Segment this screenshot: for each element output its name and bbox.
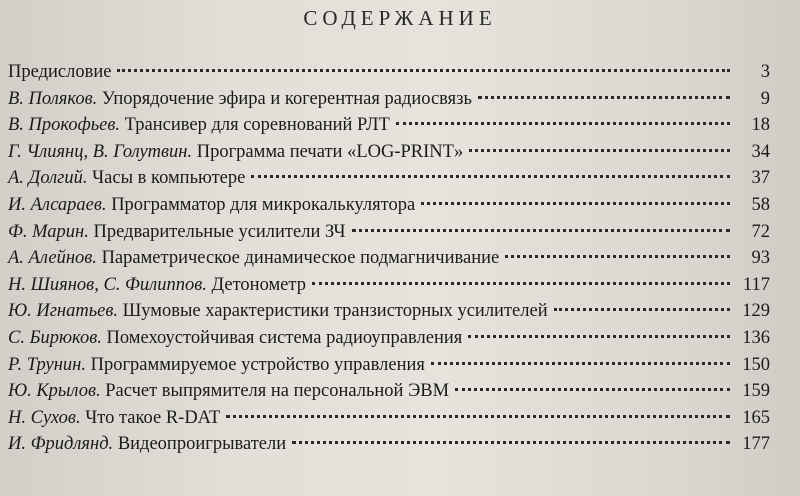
entry-title: Видеопроигрыватели — [117, 434, 287, 455]
entry-title: Расчет выпрямителя на персональной ЭВМ — [105, 381, 450, 402]
entry-author: Н. Шиянов, С. Филиппов. — [8, 274, 207, 295]
dot-leader — [421, 202, 730, 205]
toc-entry — [8, 248, 770, 275]
entry-page-number: 37 — [751, 168, 770, 189]
entry-text — [8, 89, 472, 110]
entry-title: Детонометр — [211, 274, 306, 295]
toc-entry — [8, 408, 770, 435]
entry-page-number: 159 — [742, 381, 770, 402]
entry-page-number: 3 — [760, 62, 770, 82]
dot-leader — [352, 229, 730, 232]
dot-leader — [226, 415, 730, 418]
dot-leader — [505, 255, 730, 258]
entry-page-number: 58 — [751, 194, 770, 215]
toc-entry — [8, 328, 770, 355]
toc-entry — [8, 62, 770, 89]
entry-page-number: 150 — [742, 354, 770, 375]
entry-text — [8, 408, 220, 429]
entry-title: Шумовые характеристики транзисторных усилителей — [122, 301, 548, 322]
dot-leader — [431, 362, 730, 365]
entry-page-number: 117 — [742, 274, 770, 295]
entry-text — [8, 328, 462, 349]
toc-entry — [8, 142, 770, 169]
entry-text — [8, 168, 245, 189]
entry-text — [8, 355, 425, 376]
entry-author: Ф. Марин. — [8, 221, 89, 242]
entry-title: Программа печати «LOG-PRINT» — [196, 141, 464, 162]
toc-entry — [8, 115, 770, 142]
entry-page-number: 34 — [751, 141, 770, 162]
entry-title: Программатор для микрокалькулятора — [111, 194, 416, 215]
entry-title: Помехоустойчивая система радиоуправления — [106, 327, 463, 348]
toc-entry — [8, 275, 770, 302]
entry-page-number: 136 — [742, 327, 770, 348]
entry-page-number: 18 — [751, 115, 770, 136]
entry-title: Программируемое устройство управления — [90, 354, 425, 375]
entry-author: И. Фридлянд. — [8, 434, 114, 455]
entry-author: С. Бирюков. — [8, 327, 102, 348]
entry-title: Предварительные усилители ЗЧ — [93, 221, 346, 242]
entry-text — [8, 115, 390, 136]
entry-page-number: 129 — [742, 301, 770, 322]
entry-text — [8, 142, 463, 163]
entry-text — [8, 381, 449, 402]
toc-entry — [8, 222, 770, 249]
entry-page-number: 72 — [751, 221, 770, 242]
dot-leader — [251, 175, 730, 178]
entry-title: Параметрическое динамическое подмагничивание — [101, 248, 500, 269]
entry-author: И. Алсараев. — [8, 194, 107, 215]
entry-page-number: 177 — [742, 434, 770, 455]
entry-text — [8, 434, 286, 455]
entry-text — [8, 222, 346, 243]
dot-leader — [455, 388, 730, 391]
entry-title: Что такое R-DAT — [85, 407, 221, 428]
entry-text — [8, 301, 548, 322]
entry-title: Предисловие — [8, 62, 112, 82]
entry-page-number: 165 — [742, 407, 770, 428]
entry-author: А. Долгий. — [8, 168, 88, 189]
toc-entry — [8, 195, 770, 222]
dot-leader — [554, 308, 730, 311]
entry-author: В. Прокофьев. — [8, 115, 121, 136]
entry-title: Упорядочение эфира и когерентная радиосвязь — [101, 88, 472, 109]
entry-text — [8, 248, 499, 269]
entry-author: Ю. Крылов. — [8, 381, 101, 402]
dot-leader — [292, 441, 730, 444]
dot-leader — [312, 282, 730, 285]
dot-leader — [117, 69, 730, 72]
entry-author: В. Поляков. — [8, 88, 98, 109]
entry-page-number: 93 — [751, 248, 770, 269]
toc-entry — [8, 381, 770, 408]
entry-author: Н. Сухов. — [8, 407, 81, 428]
entry-author: Ю. Игнатьев. — [8, 301, 118, 322]
page-title: СОДЕРЖАНИЕ — [303, 6, 497, 30]
toc-entry — [8, 89, 770, 116]
dot-leader — [396, 122, 730, 125]
entry-text — [8, 275, 306, 296]
dot-leader — [478, 96, 730, 99]
toc-entry — [8, 355, 770, 382]
entry-page-number: 9 — [760, 88, 770, 109]
entry-title: Трансивер для соревнований РЛТ — [124, 115, 390, 136]
entry-text — [8, 62, 111, 83]
toc-entry — [8, 434, 770, 461]
dot-leader — [469, 149, 730, 152]
toc-entry — [8, 168, 770, 195]
entry-title: Часы в компьютере — [92, 168, 246, 189]
table-of-contents — [8, 62, 770, 461]
dot-leader — [468, 335, 730, 338]
entry-text — [8, 195, 415, 216]
toc-entry — [8, 301, 770, 328]
entry-author: Г. Члиянц, В. Голутвин. — [8, 141, 193, 162]
entry-author: А. Алейнов. — [8, 248, 97, 269]
entry-author: Р. Трунин. — [8, 354, 86, 375]
